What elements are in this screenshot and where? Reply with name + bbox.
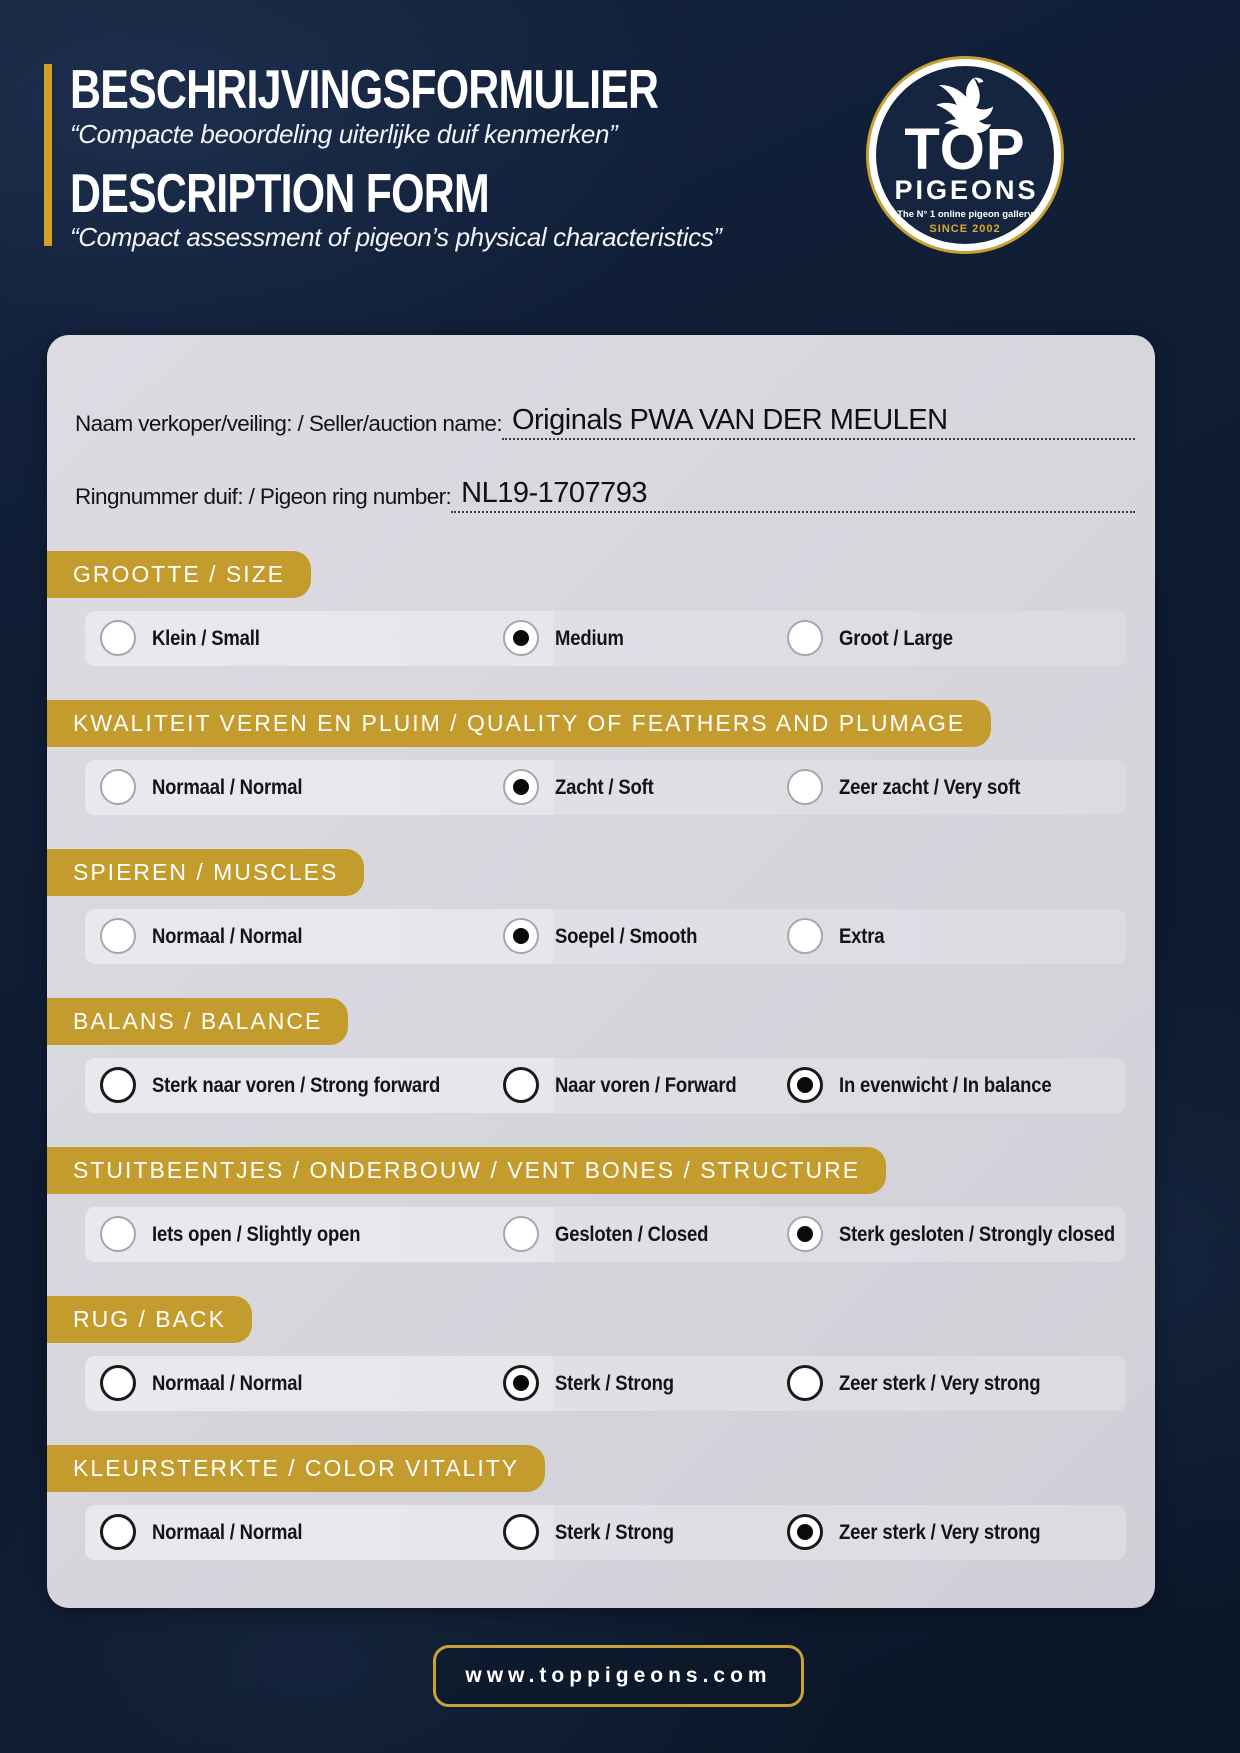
radio-icon[interactable]	[503, 1365, 539, 1401]
radio-label: Sterk gesloten / Strongly closed	[839, 1221, 1116, 1246]
radio-icon[interactable]	[503, 1067, 539, 1103]
ring-number-input[interactable]	[451, 478, 1135, 513]
radio-icon[interactable]	[100, 1514, 136, 1550]
radio-icon[interactable]	[787, 1067, 823, 1103]
radio-icon[interactable]	[503, 1514, 539, 1550]
radio-icon[interactable]	[100, 620, 136, 656]
radio-label: Groot / Large	[839, 625, 953, 650]
radio-option[interactable]	[488, 918, 772, 954]
section-muscles-options	[85, 909, 1126, 964]
radio-icon[interactable]	[503, 1216, 539, 1252]
logo-word-pigeons: PIGEONS	[894, 175, 1039, 206]
radio-label: Normaal / Normal	[152, 1370, 303, 1395]
form-subtitle-dutch: “Compacte beoordeling uiterlijke duif kenmerken”	[70, 119, 618, 149]
radio-icon[interactable]	[503, 769, 539, 805]
radio-label: Normaal / Normal	[152, 774, 303, 799]
radio-option[interactable]	[488, 1365, 772, 1401]
section-balance-header: BALANS / BALANCE	[47, 998, 348, 1045]
radio-icon[interactable]	[503, 918, 539, 954]
radio-label: Medium	[555, 625, 624, 650]
radio-option[interactable]	[772, 1216, 1126, 1252]
section-balance-options	[85, 1058, 1126, 1113]
radio-label: Zeer sterk / Very strong	[839, 1519, 1041, 1544]
radio-icon[interactable]	[787, 769, 823, 805]
section-size	[47, 551, 1155, 666]
radio-label: Zacht / Soft	[555, 774, 654, 799]
section-size-options	[85, 611, 1126, 666]
radio-icon[interactable]	[100, 918, 136, 954]
section-color-vitality-options	[85, 1505, 1126, 1560]
section-feather-quality-header: KWALITEIT VEREN EN PLUIM / QUALITY OF FEATHERS AND PLUMAGE	[47, 700, 991, 747]
radio-icon[interactable]	[503, 620, 539, 656]
description-form-card	[47, 335, 1155, 1608]
logo-word-top: TOP	[904, 117, 1026, 182]
top-pigeons-logo	[866, 56, 1064, 254]
website-button[interactable]	[433, 1645, 804, 1707]
radio-option[interactable]	[85, 620, 488, 656]
section-vent-bones-header: STUITBEENTJES / ONDERBOUW / VENT BONES / STRUCTURE	[47, 1147, 886, 1194]
radio-option[interactable]	[85, 1216, 488, 1252]
radio-option[interactable]	[85, 1514, 488, 1550]
seller-name-field	[75, 405, 1135, 440]
section-color-vitality	[47, 1445, 1155, 1560]
section-feather-quality-options	[85, 760, 1126, 815]
radio-option[interactable]	[772, 1514, 1126, 1550]
logo-since: SINCE 2002	[929, 222, 1001, 235]
radio-option[interactable]	[772, 769, 1126, 805]
radio-option[interactable]	[85, 769, 488, 805]
section-vent-bones	[47, 1147, 1155, 1262]
website-url: www.toppigeons.com	[465, 1664, 772, 1687]
radio-label: Normaal / Normal	[152, 923, 303, 948]
radio-icon[interactable]	[787, 918, 823, 954]
radio-label: Extra	[839, 923, 885, 948]
radio-option[interactable]	[772, 620, 1126, 656]
radio-label: Gesloten / Closed	[555, 1221, 709, 1246]
radio-icon[interactable]	[787, 1514, 823, 1550]
radio-label: Zeer sterk / Very strong	[839, 1370, 1041, 1395]
radio-icon[interactable]	[100, 1067, 136, 1103]
radio-option[interactable]	[488, 1514, 772, 1550]
radio-icon[interactable]	[787, 620, 823, 656]
logo-tagline: The N° 1 online pigeon gallery	[897, 208, 1033, 220]
radio-label: Klein / Small	[152, 625, 260, 650]
radio-label: Normaal / Normal	[152, 1519, 303, 1544]
radio-option[interactable]	[85, 1365, 488, 1401]
radio-option[interactable]	[488, 1067, 772, 1103]
radio-label: Sterk / Strong	[555, 1370, 674, 1395]
seller-name-input[interactable]	[502, 405, 1135, 440]
radio-icon[interactable]	[100, 1365, 136, 1401]
radio-icon[interactable]	[100, 769, 136, 805]
ring-number-value: NL19-1707793	[461, 476, 648, 509]
form-title-english: DESCRIPTION FORM	[70, 162, 489, 224]
section-back-header: RUG / BACK	[47, 1296, 252, 1343]
section-back	[47, 1296, 1155, 1411]
section-muscles	[47, 849, 1155, 964]
radio-option[interactable]	[488, 1216, 772, 1252]
radio-option[interactable]	[85, 1067, 488, 1103]
radio-option[interactable]	[488, 769, 772, 805]
radio-label: In evenwicht / In balance	[839, 1072, 1052, 1097]
radio-option[interactable]	[488, 620, 772, 656]
section-muscles-header: SPIEREN / MUSCLES	[47, 849, 364, 896]
radio-label: Naar voren / Forward	[555, 1072, 737, 1097]
radio-label: Iets open / Slightly open	[152, 1221, 361, 1246]
radio-icon[interactable]	[100, 1216, 136, 1252]
section-balance	[47, 998, 1155, 1113]
section-vent-bones-options	[85, 1207, 1126, 1262]
form-title-dutch: BESCHRIJVINGSFORMULIER	[70, 58, 659, 120]
section-back-options	[85, 1356, 1126, 1411]
radio-label: Sterk / Strong	[555, 1519, 674, 1544]
form-subtitle-english: “Compact assessment of pigeon’s physical characteristics”	[70, 222, 722, 252]
radio-label: Zeer zacht / Very soft	[839, 774, 1021, 799]
gold-accent-bar	[44, 64, 52, 246]
radio-icon[interactable]	[787, 1216, 823, 1252]
logo-badge	[876, 66, 1054, 244]
seller-name-label: Naam verkoper/veiling: / Seller/auction name:	[75, 410, 502, 436]
radio-option[interactable]	[772, 1067, 1126, 1103]
section-color-vitality-header: KLEURSTERKTE / COLOR VITALITY	[47, 1445, 545, 1492]
section-feather-quality	[47, 700, 1155, 815]
section-size-header: GROOTTE / SIZE	[47, 551, 311, 598]
radio-option[interactable]	[772, 918, 1126, 954]
radio-option[interactable]	[772, 1365, 1126, 1401]
ring-number-label: Ringnummer duif: / Pigeon ring number:	[75, 483, 452, 509]
seller-name-value: Originals PWA VAN DER MEULEN	[511, 404, 948, 436]
radio-label: Soepel / Smooth	[555, 923, 698, 948]
ring-number-field	[75, 478, 1135, 513]
radio-icon[interactable]	[787, 1365, 823, 1401]
radio-option[interactable]	[85, 918, 488, 954]
radio-label: Sterk naar voren / Strong forward	[152, 1072, 441, 1097]
